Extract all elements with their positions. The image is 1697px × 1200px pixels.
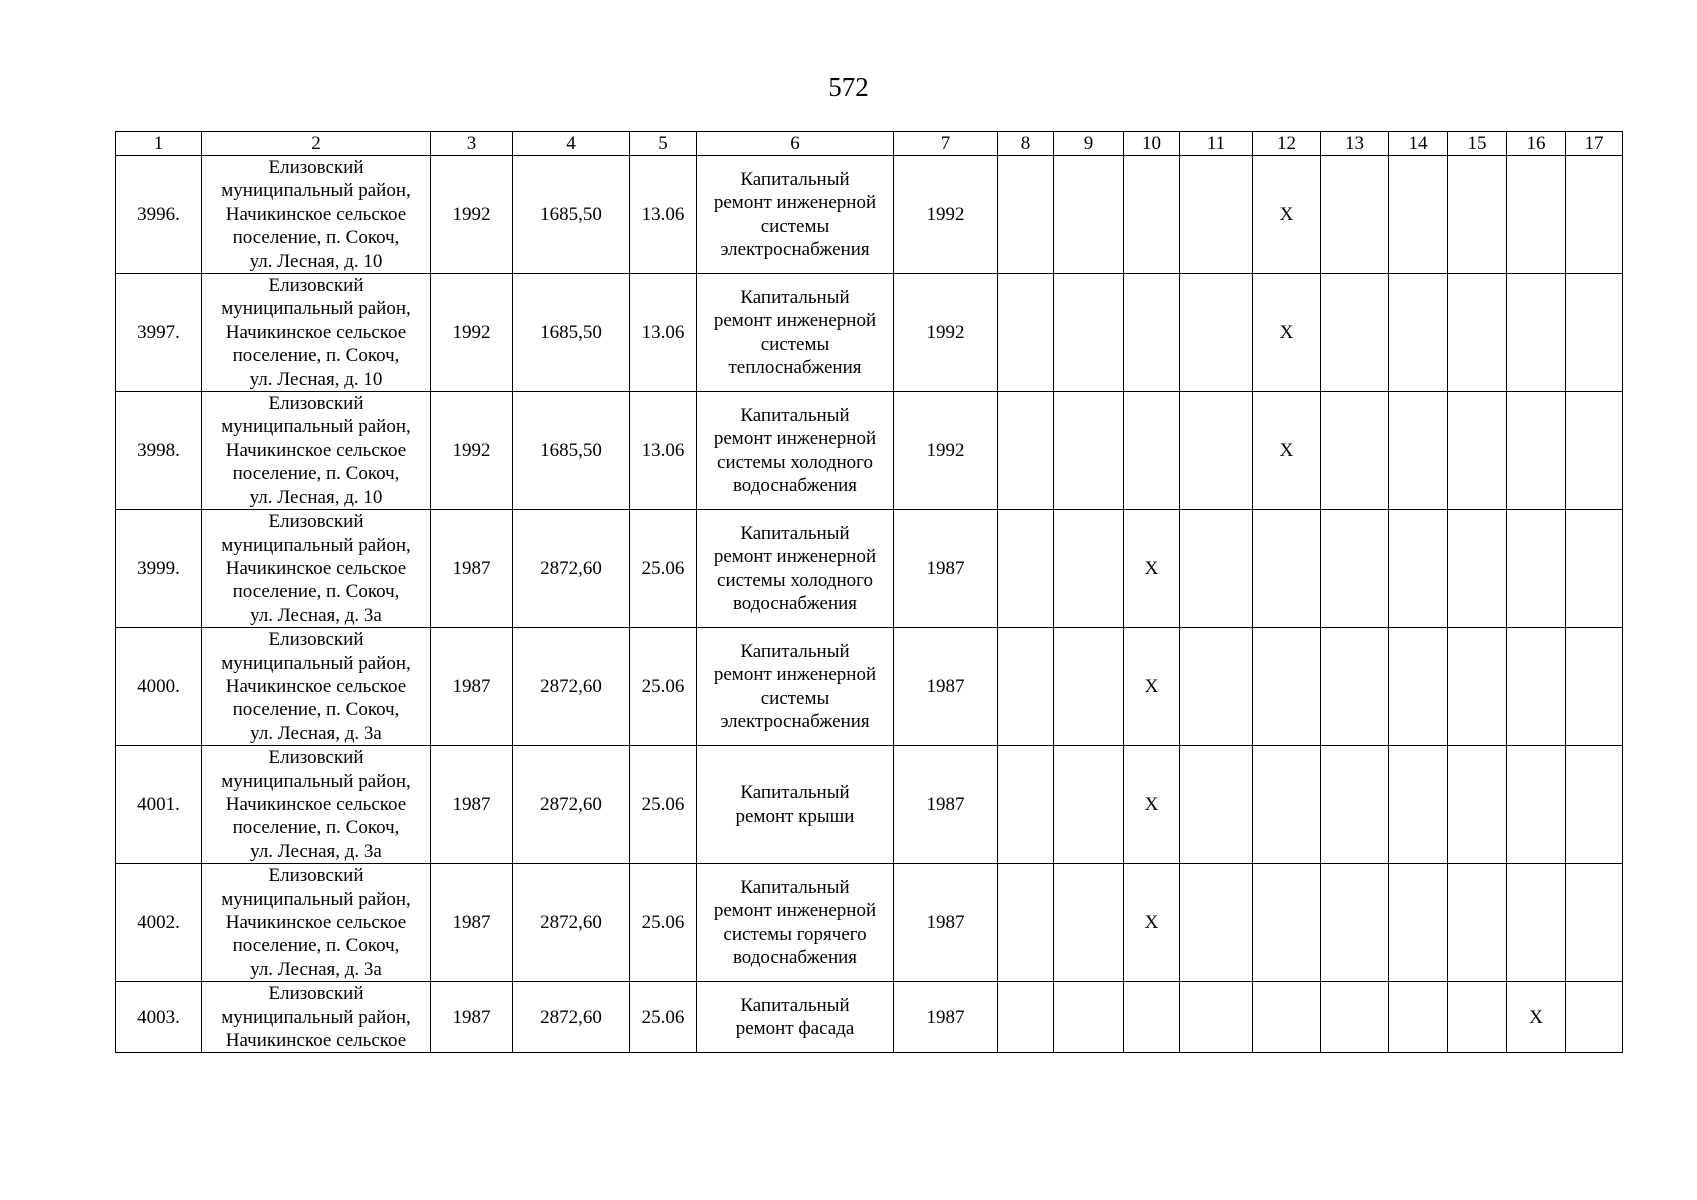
column-number-15: 15 — [1448, 132, 1507, 156]
empty-cell-col-9 — [1054, 628, 1124, 746]
year-cell: 1987 — [894, 864, 998, 982]
empty-cell-col-17 — [1566, 982, 1623, 1053]
row-number-cell: 3999. — [116, 510, 202, 628]
year-cell: 1987 — [894, 628, 998, 746]
address-cell — [202, 982, 431, 1053]
address-line: поселение, п. Сокоч, — [232, 463, 400, 485]
empty-cell-col-12 — [1253, 628, 1321, 746]
year-built-cell: 1992 — [431, 156, 513, 274]
empty-cell-col-13 — [1321, 864, 1389, 982]
table-row — [116, 628, 1623, 746]
work-type-line: системы — [760, 333, 830, 355]
empty-cell-col-8 — [998, 982, 1054, 1053]
table-row — [116, 746, 1623, 864]
work-type-line: Капитальный — [740, 994, 850, 1016]
work-type-line: ремонт инженерной — [713, 546, 877, 568]
address-line: Елизовский — [268, 511, 364, 533]
empty-cell-col-9 — [1054, 274, 1124, 392]
empty-cell-col-15 — [1448, 274, 1507, 392]
empty-cell-col-10 — [1124, 274, 1180, 392]
year-built-cell: 1987 — [431, 746, 513, 864]
address-line: поселение, п. Сокоч, — [232, 581, 400, 603]
code-cell: 13.06 — [630, 274, 697, 392]
address-line: муниципальный район, — [221, 298, 411, 320]
work-type-line: системы — [760, 687, 830, 709]
column-number-1: 1 — [116, 132, 202, 156]
address-cell — [202, 392, 431, 510]
work-type-line: электроснабжения — [720, 711, 870, 733]
row-number-cell: 3997. — [116, 274, 202, 392]
empty-cell-col-8 — [998, 746, 1054, 864]
empty-cell-col-17 — [1566, 392, 1623, 510]
empty-cell-col-8 — [998, 392, 1054, 510]
address-cell — [202, 156, 431, 274]
table-row — [116, 392, 1623, 510]
address-line: Начикинское сельское — [225, 793, 407, 815]
empty-cell-col-13 — [1321, 274, 1389, 392]
empty-cell-col-8 — [998, 274, 1054, 392]
empty-cell-col-9 — [1054, 982, 1124, 1053]
empty-cell-col-14 — [1389, 982, 1448, 1053]
year-built-cell: 1992 — [431, 392, 513, 510]
empty-cell-col-16 — [1507, 156, 1566, 274]
empty-cell-col-8 — [998, 156, 1054, 274]
work-type-cell — [697, 628, 894, 746]
empty-cell-col-17 — [1566, 864, 1623, 982]
column-number-5: 5 — [630, 132, 697, 156]
year-cell: 1992 — [894, 274, 998, 392]
empty-cell-col-13 — [1321, 156, 1389, 274]
address-line: Елизовский — [268, 393, 364, 415]
address-cell — [202, 864, 431, 982]
empty-cell-col-13 — [1321, 510, 1389, 628]
empty-cell-col-11 — [1180, 274, 1253, 392]
table-body — [116, 132, 1623, 1053]
work-type-line: водоснабжения — [732, 474, 858, 496]
page-number: 572 — [828, 72, 869, 102]
column-number-6: 6 — [697, 132, 894, 156]
column-number-17: 17 — [1566, 132, 1623, 156]
empty-cell-col-13 — [1321, 392, 1389, 510]
work-type-line: ремонт инженерной — [713, 664, 877, 686]
address-line: Елизовский — [268, 629, 364, 651]
address-line: муниципальный район, — [221, 416, 411, 438]
table-row — [116, 864, 1623, 982]
row-number-cell: 4003. — [116, 982, 202, 1053]
code-cell: 25.06 — [630, 864, 697, 982]
mark-cell-col-10: X — [1124, 746, 1180, 864]
address-line: Елизовский — [268, 275, 364, 297]
row-number-cell: 3998. — [116, 392, 202, 510]
address-line: ул. Лесная, д. 3а — [250, 604, 382, 626]
empty-cell-col-14 — [1389, 628, 1448, 746]
empty-cell-col-16 — [1507, 510, 1566, 628]
mark-cell-col-10: X — [1124, 510, 1180, 628]
area-cell: 2872,60 — [513, 746, 630, 864]
empty-cell-col-9 — [1054, 746, 1124, 864]
empty-cell-col-11 — [1180, 628, 1253, 746]
empty-cell-col-12 — [1253, 510, 1321, 628]
empty-cell-col-9 — [1054, 864, 1124, 982]
column-number-8: 8 — [998, 132, 1054, 156]
column-number-9: 9 — [1054, 132, 1124, 156]
empty-cell-col-14 — [1389, 746, 1448, 864]
year-built-cell: 1987 — [431, 982, 513, 1053]
work-type-line: Капитальный — [740, 640, 850, 662]
empty-cell-col-13 — [1321, 746, 1389, 864]
register-table — [115, 131, 1623, 1053]
address-cell — [202, 746, 431, 864]
area-cell: 2872,60 — [513, 510, 630, 628]
empty-cell-col-8 — [998, 864, 1054, 982]
empty-cell-col-16 — [1507, 864, 1566, 982]
year-cell: 1987 — [894, 510, 998, 628]
column-number-4: 4 — [513, 132, 630, 156]
work-type-line: Капитальный — [740, 404, 850, 426]
table-row — [116, 982, 1623, 1053]
work-type-line: Капитальный — [740, 782, 850, 804]
column-number-12: 12 — [1253, 132, 1321, 156]
empty-cell-col-15 — [1448, 510, 1507, 628]
address-line: Начикинское сельское — [225, 912, 407, 933]
empty-cell-col-11 — [1180, 510, 1253, 628]
empty-cell-col-16 — [1507, 392, 1566, 510]
empty-cell-col-10 — [1124, 156, 1180, 274]
mark-cell-col-12: X — [1253, 392, 1321, 510]
empty-cell-col-15 — [1448, 746, 1507, 864]
work-type-line: водоснабжения — [732, 947, 858, 969]
work-type-cell — [697, 156, 894, 274]
table-row — [116, 274, 1623, 392]
address-line: муниципальный район, — [221, 180, 411, 202]
address-line: Елизовский — [268, 865, 364, 887]
column-number-3: 3 — [431, 132, 513, 156]
empty-cell-col-14 — [1389, 274, 1448, 392]
work-type-line: ремонт инженерной — [713, 310, 877, 332]
work-type-line: системы горячего — [723, 923, 867, 945]
address-cell — [202, 274, 431, 392]
address-line: Начикинское сельское — [225, 557, 407, 579]
empty-cell-col-14 — [1389, 156, 1448, 274]
area-cell: 1685,50 — [513, 274, 630, 392]
empty-cell-col-9 — [1054, 392, 1124, 510]
empty-cell-col-9 — [1054, 156, 1124, 274]
empty-cell-col-8 — [998, 628, 1054, 746]
work-type-line: Капитальный — [740, 522, 850, 544]
address-line: Начикинское сельское — [225, 1030, 407, 1052]
work-type-line: ремонт инженерной — [713, 192, 877, 214]
empty-cell-col-17 — [1566, 746, 1623, 864]
mark-cell-col-10: X — [1124, 864, 1180, 982]
address-line: ул. Лесная, д. 10 — [249, 368, 383, 390]
work-type-line: теплоснабжения — [728, 356, 862, 378]
address-line: Начикинское сельское — [225, 675, 407, 697]
table-row — [116, 510, 1623, 628]
area-cell: 1685,50 — [513, 156, 630, 274]
empty-cell-col-15 — [1448, 156, 1507, 274]
empty-cell-col-16 — [1507, 628, 1566, 746]
work-type-line: ремонт инженерной — [713, 900, 877, 922]
address-line: Начикинское сельское — [225, 321, 407, 343]
empty-cell-col-16 — [1507, 274, 1566, 392]
work-type-line: ремонт инженерной — [713, 428, 877, 450]
empty-cell-col-17 — [1566, 156, 1623, 274]
work-type-cell — [697, 864, 894, 982]
column-number-7: 7 — [894, 132, 998, 156]
empty-cell-col-14 — [1389, 864, 1448, 982]
address-line: Начикинское сельское — [225, 439, 407, 461]
work-type-cell — [697, 274, 894, 392]
work-type-line: Капитальный — [740, 286, 850, 308]
empty-cell-col-14 — [1389, 392, 1448, 510]
area-cell: 1685,50 — [513, 392, 630, 510]
address-line: поселение, п. Сокоч, — [232, 345, 400, 367]
mark-cell-col-16: X — [1507, 982, 1566, 1053]
empty-cell-col-15 — [1448, 864, 1507, 982]
mark-cell-col-12: X — [1253, 274, 1321, 392]
empty-cell-col-11 — [1180, 392, 1253, 510]
address-line: поселение, п. Сокоч, — [232, 699, 400, 721]
work-type-line: ремонт крыши — [735, 805, 855, 827]
row-number-cell: 4000. — [116, 628, 202, 746]
year-cell: 1992 — [894, 156, 998, 274]
address-line: Елизовский — [268, 157, 364, 178]
empty-cell-col-11 — [1180, 982, 1253, 1053]
column-number-row — [116, 132, 1623, 156]
mark-cell-col-10: X — [1124, 628, 1180, 746]
empty-cell-col-14 — [1389, 510, 1448, 628]
address-line: ул. Лесная, д. 10 — [249, 250, 383, 272]
code-cell: 25.06 — [630, 628, 697, 746]
address-line: Начикинское сельское — [225, 203, 407, 225]
year-cell: 1992 — [894, 392, 998, 510]
work-type-line: электроснабжения — [720, 238, 870, 260]
empty-cell-col-9 — [1054, 510, 1124, 628]
column-number-11: 11 — [1180, 132, 1253, 156]
empty-cell-col-13 — [1321, 982, 1389, 1053]
work-type-line: водоснабжения — [732, 593, 858, 615]
work-type-line: системы холодного — [717, 569, 873, 591]
address-line: муниципальный район, — [221, 770, 411, 792]
address-line: ул. Лесная, д. 3а — [250, 840, 382, 862]
empty-cell-col-13 — [1321, 628, 1389, 746]
code-cell: 13.06 — [630, 392, 697, 510]
address-line: муниципальный район, — [221, 652, 411, 674]
address-line: поселение, п. Сокоч, — [232, 817, 400, 839]
address-line: поселение, п. Сокоч, — [232, 935, 400, 957]
address-line: Елизовский — [268, 983, 364, 1005]
empty-cell-col-12 — [1253, 864, 1321, 982]
address-line: муниципальный район, — [221, 1006, 411, 1028]
work-type-line: Капитальный — [740, 168, 850, 190]
empty-cell-col-17 — [1566, 628, 1623, 746]
column-number-2: 2 — [202, 132, 431, 156]
code-cell: 25.06 — [630, 982, 697, 1053]
area-cell: 2872,60 — [513, 864, 630, 982]
work-type-line: ремонт фасада — [735, 1018, 855, 1040]
empty-cell-col-11 — [1180, 864, 1253, 982]
empty-cell-col-10 — [1124, 982, 1180, 1053]
address-line: ул. Лесная, д. 3а — [250, 958, 382, 980]
row-number-cell: 4001. — [116, 746, 202, 864]
empty-cell-col-17 — [1566, 274, 1623, 392]
area-cell: 2872,60 — [513, 628, 630, 746]
column-number-14: 14 — [1389, 132, 1448, 156]
column-number-13: 13 — [1321, 132, 1389, 156]
column-number-10: 10 — [1124, 132, 1180, 156]
empty-cell-col-15 — [1448, 982, 1507, 1053]
year-built-cell: 1987 — [431, 628, 513, 746]
address-line: поселение, п. Сокоч, — [232, 227, 400, 249]
code-cell: 25.06 — [630, 746, 697, 864]
empty-cell-col-16 — [1507, 746, 1566, 864]
empty-cell-col-17 — [1566, 510, 1623, 628]
address-line: муниципальный район, — [221, 534, 411, 556]
year-cell: 1987 — [894, 982, 998, 1053]
empty-cell-col-12 — [1253, 982, 1321, 1053]
empty-cell-col-10 — [1124, 392, 1180, 510]
work-type-cell — [697, 982, 894, 1053]
mark-cell-col-12: X — [1253, 156, 1321, 274]
table-row — [116, 156, 1623, 274]
empty-cell-col-15 — [1448, 628, 1507, 746]
address-line: ул. Лесная, д. 3а — [250, 722, 382, 744]
code-cell: 13.06 — [630, 156, 697, 274]
row-number-cell: 4002. — [116, 864, 202, 982]
work-type-cell — [697, 510, 894, 628]
work-type-line: системы холодного — [717, 451, 873, 473]
empty-cell-col-11 — [1180, 156, 1253, 274]
work-type-line: системы — [760, 215, 830, 237]
year-built-cell: 1987 — [431, 510, 513, 628]
column-number-16: 16 — [1507, 132, 1566, 156]
address-cell — [202, 510, 431, 628]
year-built-cell: 1987 — [431, 864, 513, 982]
code-cell: 25.06 — [630, 510, 697, 628]
area-cell: 2872,60 — [513, 982, 630, 1053]
work-type-cell — [697, 746, 894, 864]
empty-cell-col-15 — [1448, 392, 1507, 510]
address-line: Елизовский — [268, 747, 364, 769]
empty-cell-col-12 — [1253, 746, 1321, 864]
work-type-line: Капитальный — [740, 876, 850, 898]
address-cell — [202, 628, 431, 746]
year-built-cell: 1992 — [431, 274, 513, 392]
work-type-cell — [697, 392, 894, 510]
empty-cell-col-8 — [998, 510, 1054, 628]
address-line: ул. Лесная, д. 10 — [249, 486, 383, 508]
year-cell: 1987 — [894, 746, 998, 864]
address-line: муниципальный район, — [221, 888, 411, 910]
row-number-cell: 3996. — [116, 156, 202, 274]
empty-cell-col-11 — [1180, 746, 1253, 864]
